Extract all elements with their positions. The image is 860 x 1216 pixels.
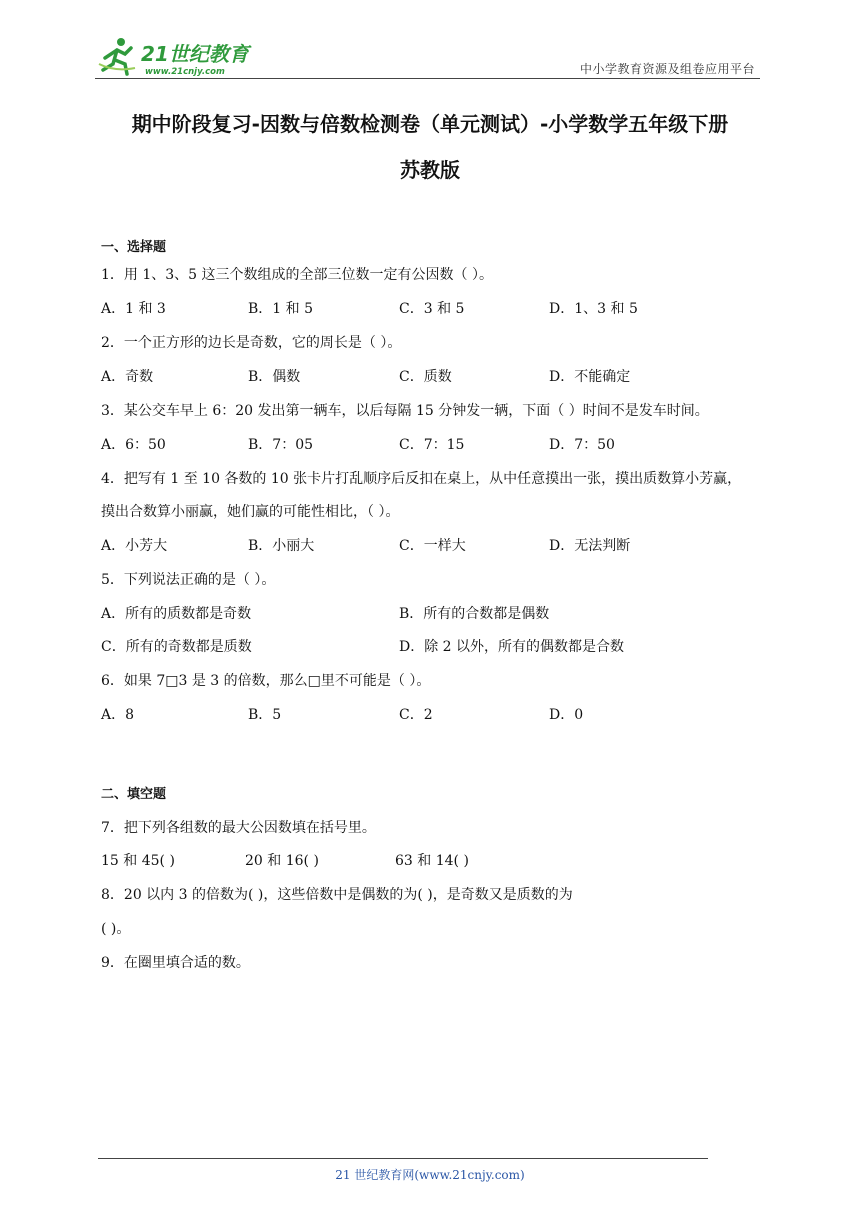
q6-option-b: B．5 bbox=[248, 707, 282, 723]
svg-text:21世纪教育: 21世纪教育 bbox=[141, 42, 249, 66]
exam-title-line1: 期中阶段复习-因数与倍数检测卷（单元测试）-小学数学五年级下册 bbox=[131, 112, 729, 136]
question-8-line2: ( )。 bbox=[101, 921, 131, 937]
question-7: 7．把下列各组数的最大公因数填在括号里。 bbox=[101, 820, 376, 836]
section-heading-fill: 二、填空题 bbox=[101, 787, 167, 802]
q2-option-c: C．质数 bbox=[399, 369, 452, 385]
q5-option-d: D．除 2 以外，所有的偶数都是合数 bbox=[399, 639, 625, 655]
q6-option-d: D．0 bbox=[549, 707, 584, 723]
header-divider bbox=[95, 78, 760, 79]
logo-21cnjy bbox=[95, 34, 265, 78]
footer-link[interactable]: 21 世纪教育网(www.21cnjy.com) bbox=[335, 1168, 525, 1182]
q3-option-c: C．7：15 bbox=[399, 437, 465, 453]
q4-option-d: D．无法判断 bbox=[549, 538, 631, 554]
svg-text:www.21cnjy.com: www.21cnjy.com bbox=[145, 67, 225, 77]
question-3: 3．某公交车早上 6：20 发出第一辆车，以后每隔 15 分钟发一辆，下面（ ）时间不是发车时间。 bbox=[101, 403, 709, 419]
question-8-line1: 8．20 以内 3 的倍数为( )，这些倍数中是偶数的为( )，是奇数又是质数的为 bbox=[101, 887, 573, 903]
q2-option-d: D．不能确定 bbox=[549, 369, 631, 385]
q6-option-c: C．2 bbox=[399, 707, 433, 723]
section-heading-choice: 一、选择题 bbox=[101, 240, 167, 255]
q7-blank-1: 15 和 45( ) bbox=[101, 853, 175, 869]
q2-option-b: B．偶数 bbox=[248, 369, 301, 385]
q4-option-a: A．小芳大 bbox=[101, 538, 168, 554]
exam-title-line2: 苏教版 bbox=[400, 158, 460, 182]
q1-option-a: A．1 和 3 bbox=[101, 301, 166, 317]
q7-blank-3: 63 和 14( ) bbox=[395, 853, 469, 869]
platform-name: 中小学教育资源及组卷应用平台 bbox=[579, 62, 755, 76]
q2-option-a: A．奇数 bbox=[101, 369, 154, 385]
q1-option-b: B．1 和 5 bbox=[248, 301, 314, 317]
q4-option-c: C．一样大 bbox=[399, 538, 466, 554]
question-1: 1．用 1、3、5 这三个数组成的全部三位数一定有公因数（ ）。 bbox=[101, 267, 493, 283]
question-4-line2: 摸出合数算小丽赢，她们赢的可能性相比，（ ）。 bbox=[101, 504, 400, 520]
q5-option-c: C．所有的奇数都是质数 bbox=[101, 639, 252, 655]
q3-option-b: B．7：05 bbox=[248, 437, 314, 453]
q4-option-b: B．小丽大 bbox=[248, 538, 315, 554]
q5-option-a: A．所有的质数都是奇数 bbox=[101, 606, 252, 622]
q6-option-a: A．8 bbox=[101, 707, 135, 723]
q5-option-b: B．所有的合数都是偶数 bbox=[399, 606, 550, 622]
q3-option-a: A．6：50 bbox=[101, 437, 166, 453]
q7-blank-2: 20 和 16( ) bbox=[245, 853, 319, 869]
q1-option-d: D．1、3 和 5 bbox=[549, 301, 638, 317]
question-6: 6．如果 7□3 是 3 的倍数，那么□里不可能是（ ）。 bbox=[101, 673, 431, 689]
question-4-line1: 4．把写有 1 至 10 各数的 10 张卡片打乱顺序后反扣在桌上，从中任意摸出一张，摸出质数算小芳赢， bbox=[101, 471, 742, 487]
q3-option-d: D．7：50 bbox=[549, 437, 615, 453]
question-5: 5．下列说法正确的是（ ）。 bbox=[101, 572, 276, 588]
question-2: 2．一个正方形的边长是奇数，它的周长是（ ）。 bbox=[101, 335, 402, 351]
page-header bbox=[95, 34, 760, 80]
question-9: 9．在圈里填合适的数。 bbox=[101, 955, 250, 971]
footer-divider bbox=[98, 1158, 708, 1159]
q1-option-c: C．3 和 5 bbox=[399, 301, 465, 317]
